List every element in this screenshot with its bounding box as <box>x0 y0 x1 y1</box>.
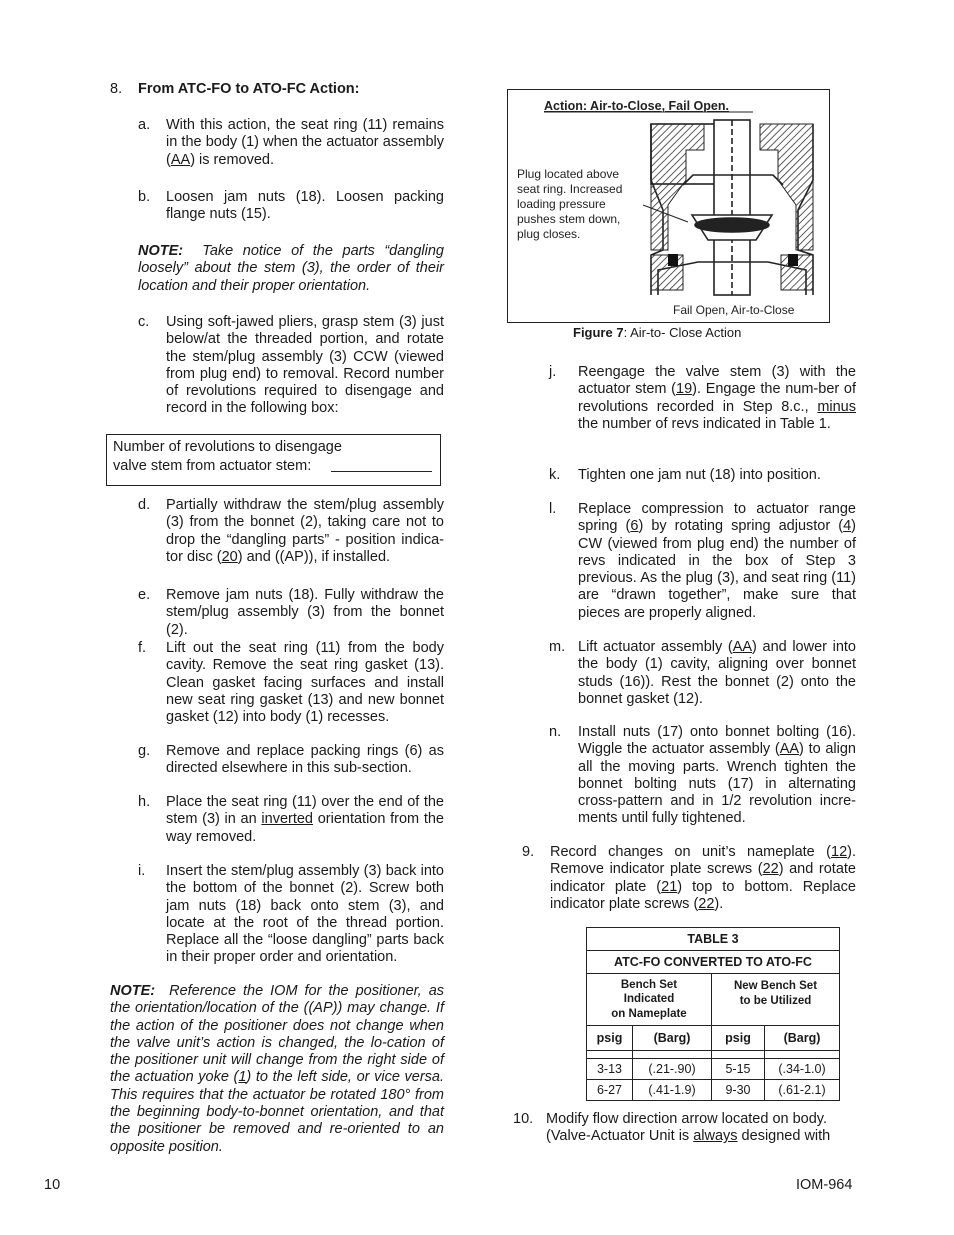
table3-col2-header: New Bench Set to be Utilized <box>712 974 840 1026</box>
step8b-text: Loosen jam nuts (18). Loosen packing flange nuts (15). <box>166 189 444 223</box>
step8a-text: With this action, the seat ring (11) remains in the body (1) when the actuator assembly (AA) is removed. <box>166 117 444 168</box>
step10-text: Modify flow direction arrow located on body. (Valve-Actuator Unit is always designed with <box>546 1111 831 1145</box>
step9-number: 9. <box>522 844 535 860</box>
step8b-label: b. <box>138 189 151 205</box>
table3-unit: psig <box>587 1026 633 1051</box>
step8k-label: k. <box>549 467 561 483</box>
step8g-label: g. <box>138 743 151 759</box>
table3-title: TABLE 3 <box>587 928 840 951</box>
revolutions-box <box>106 434 441 486</box>
step8m-label: m. <box>549 639 566 655</box>
table3-unit: (Barg) <box>765 1026 840 1051</box>
table-cell: 9-30 <box>712 1080 765 1101</box>
table-cell: (.61-2.1) <box>765 1080 840 1101</box>
step8f-label: f. <box>138 640 147 656</box>
document-id: IOM-964 <box>796 1177 853 1193</box>
step10-number: 10. <box>513 1111 534 1127</box>
step8h-text: Place the seat ring (11) over the end of the stem (3) in an inverted orientation from the way removed. <box>166 794 444 845</box>
step8a-label: a. <box>138 117 151 133</box>
step8i-text: Insert the stem/plug assembly (3) back into the bottom of the bonnet (2). Screw both jam nuts (18) back onto stem (3), and locate at the root of the thread portion. Replace all the “loose dangling” parts back in their proper order and orientation. <box>166 863 444 966</box>
revbox-line1: Number of revolutions to disengage <box>113 439 342 455</box>
step8c-text: Using soft-jawed pliers, grasp stem (3) just below/at the threaded portion, and rotate the stem/plug assembly (3) CCW (viewed from plug end) to removal. Record number of revolutions required to disengage and record in the following box: <box>166 314 444 417</box>
step8j-label: j. <box>549 364 557 380</box>
revbox-line2: valve stem from actuator stem: <box>113 458 312 474</box>
callout-line5: plug closes. <box>517 227 581 241</box>
step8l-text: Replace compression to actuator range spring (6) by rotating spring adjustor (4) CW (viewed from plug end) the number of revs indicated in the box of Step 3 previous. As the plug (3), and seat ring (11) are “drawn together”, make sure that pieces are properly aligned. <box>578 501 856 621</box>
table-row <box>587 1059 840 1080</box>
valve-cross-section-diagram <box>508 90 829 322</box>
note1: NOTE: Take notice of the parts “dangling loosely” about the stem (3), the order of their location and their proper orientation. <box>138 243 444 294</box>
table3-subtitle: ATC-FO CONVERTED TO ATO-FC <box>587 951 840 974</box>
step8k-text: Tighten one jam nut (18) into position. <box>578 467 821 483</box>
step8n-text: Install nuts (17) onto bonnet bolting (16). Wiggle the actuator assembly (AA) to align all the moving parts. Wrench tighten the bonnet bolting nuts (17) in alternating cross-pattern and in 1/2 revolution incre-ments until fully tightened. <box>578 724 856 827</box>
table3-unit: (Barg) <box>633 1026 712 1051</box>
table3-col1-header: Bench Set Indicated on Nameplate <box>587 974 712 1026</box>
step8l-label: l. <box>549 501 557 517</box>
table-cell: 5-15 <box>712 1059 765 1080</box>
table-3 <box>586 927 840 1101</box>
figure-title: Action: Air-to-Close, Fail Open. <box>544 99 729 113</box>
step8e-text: Remove jam nuts (18). Fully withdraw the stem/plug assembly (3) from the bonnet (2). <box>166 587 444 638</box>
step8n-label: n. <box>549 724 562 740</box>
step8d-text: Partially withdraw the stem/plug assembly (3) from the bonnet (2), taking care not to drop the “dangling parts” - position indica-tor disc (20) and ((AP)), if installed. <box>166 497 444 565</box>
step8i-label: i. <box>138 863 146 879</box>
figure-bottom-label: Fail Open, Air-to-Close <box>673 303 795 317</box>
step8-number: 8. <box>110 81 123 97</box>
note2: NOTE: Reference the IOM for the positioner, as the orientation/location of the ((AP)) may change. If the action of the positioner does not change when the valve unit’s action is changed, the lo-cation of the positioner unit will change from the right side of the actuation yoke (1) to the left side, or vice versa. This requires that the actuator be rotated 180° from the beginning body-to-bonnet orientation, and that the positioner be removed and re-oriented to an opposite position. <box>110 983 445 1155</box>
table-cell: 3-13 <box>587 1059 633 1080</box>
revbox-blank-line[interactable] <box>331 471 432 472</box>
table3-unit: psig <box>712 1026 765 1051</box>
table-cell: (.41-1.9) <box>633 1080 712 1101</box>
step8m-text: Lift actuator assembly (AA) and lower into the body (1) cavity, aligning over bonnet studs (16)). Rest the bonnet (2) onto the bonnet gasket (12). <box>578 639 856 707</box>
figure-caption: Figure 7: Air-to- Close Action <box>573 325 742 340</box>
step8d-label: d. <box>138 497 151 513</box>
table-cell: (.21-.90) <box>633 1059 712 1080</box>
step8-title: From ATC-FO to ATO-FC Action: <box>138 81 360 97</box>
step9-text: Record changes on unit’s nameplate (12). Remove indicator plate screws (22) and rotate indicator plate (21) top to bottom. Replace indicator plate screws (22). <box>550 844 856 912</box>
step8f-text: Lift out the seat ring (11) from the body cavity. Remove the seat ring gasket (13). Clean gasket facing surfaces and install new seat ring gasket (13) and new bonnet gasket (12) into body (1) recesses. <box>166 640 444 726</box>
callout-line2: seat ring. Increased <box>517 182 623 196</box>
callout-line1: Plug located above <box>517 167 620 181</box>
figure-7 <box>507 89 830 323</box>
step8e-label: e. <box>138 587 151 603</box>
step8g-text: Remove and replace packing rings (6) as directed elsewhere in this sub-section. <box>166 743 444 777</box>
table-cell: 6-27 <box>587 1080 633 1101</box>
step8c-label: c. <box>138 314 150 330</box>
callout-line4: pushes stem down, <box>517 212 621 226</box>
table-cell: (.34-1.0) <box>765 1059 840 1080</box>
step8h-label: h. <box>138 794 151 810</box>
page-number: 10 <box>44 1177 61 1193</box>
step8j-text: Reengage the valve stem (3) with the actuator stem (19). Engage the num-ber of revolutions recorded in Step 8.c., minus the number of revs indicated in Table 1. <box>578 364 856 432</box>
table-row <box>587 1080 840 1101</box>
callout-line3: loading pressure <box>517 197 606 211</box>
